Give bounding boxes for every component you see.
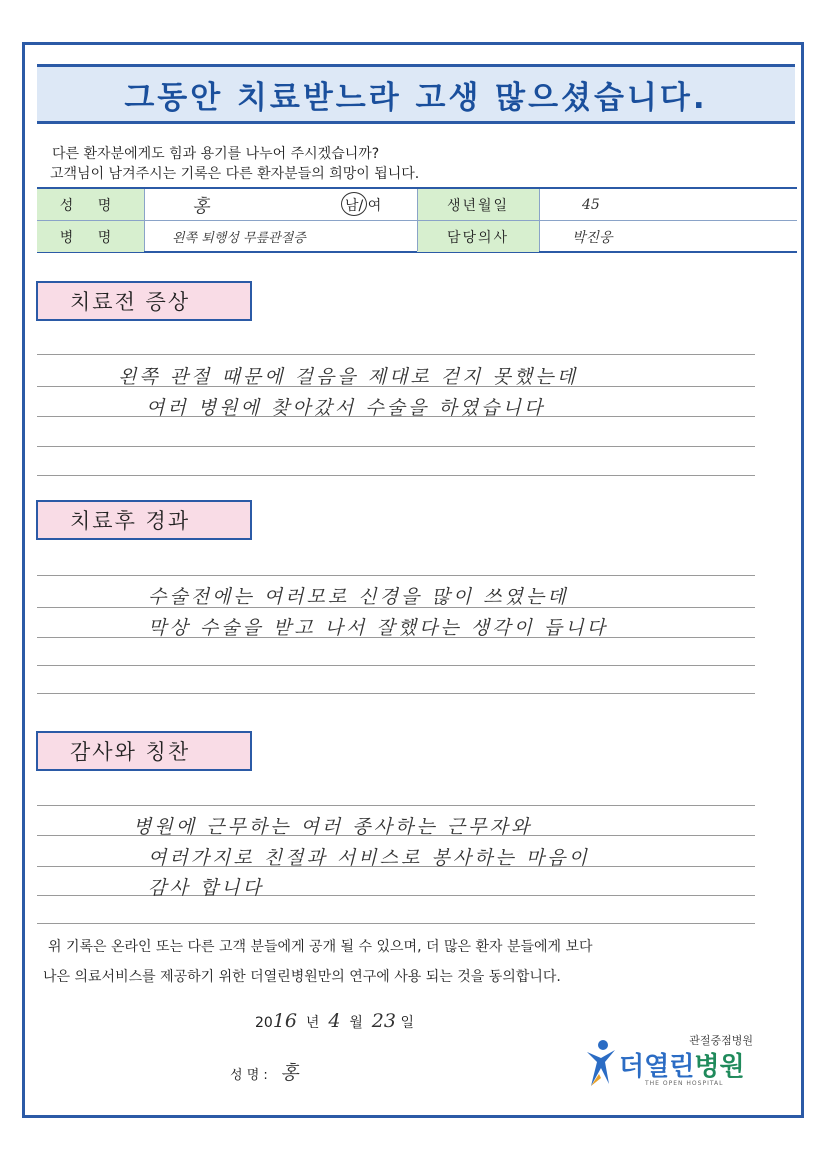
logo-name-a: 더열린 xyxy=(619,1052,695,1082)
table-divider xyxy=(417,189,418,251)
gender-field xyxy=(345,189,381,220)
figure-icon xyxy=(585,1038,619,1090)
date-day: 23 xyxy=(371,1010,396,1032)
after-text-line-1: 수술전에는 여러모로 신경을 많이 쓰였는데 xyxy=(148,586,569,608)
name-label: 성 명 xyxy=(37,189,144,220)
consent-line-1: 위 기록은 온라인 또는 다른 고객 분들에게 공개 될 수 있으며, 더 많은 환자 분들에게 보다 xyxy=(48,939,593,955)
doctor-label: 담당의사 xyxy=(417,221,539,252)
logo-name-b: 병원 xyxy=(694,1052,745,1082)
gender-text: 남/ 여 xyxy=(345,197,382,214)
signature-field xyxy=(230,1058,299,1085)
title-band xyxy=(37,64,795,124)
date-year-prefix: 20 xyxy=(255,1015,273,1031)
disease-value: 왼쪽 퇴행성 무릎관절증 xyxy=(172,231,306,246)
signature-label: 성 명 : xyxy=(230,1068,268,1083)
before-text-line-1: 왼쪽 관절 때문에 걸음을 제대로 걷지 못했는데 xyxy=(118,366,578,388)
birth-value: 45 xyxy=(582,196,600,213)
date-year-hand: 16 xyxy=(272,1010,298,1032)
ruled-line xyxy=(37,354,755,355)
name-value: 홍 xyxy=(192,195,210,217)
disease-label: 병 명 xyxy=(37,221,144,252)
ruled-line xyxy=(37,923,755,924)
ruled-line xyxy=(37,575,755,576)
thanks-text-line-3: 감사 합니다 xyxy=(148,877,264,899)
section-heading-thanks: 감사와 칭찬 xyxy=(36,731,252,771)
date-year-label: 년 xyxy=(305,1015,320,1031)
ruled-line xyxy=(37,475,755,476)
date-day-label: 일 xyxy=(400,1015,414,1031)
logo-subtitle: 관절중점병원 xyxy=(689,1034,753,1047)
section-heading-before: 치료전 증상 xyxy=(36,281,252,321)
before-text-line-2: 여러 병원에 찾아갔서 수술을 하였습니다 xyxy=(146,397,546,419)
date-month-label: 월 xyxy=(349,1015,363,1031)
table-divider xyxy=(539,189,540,251)
section-heading-after: 치료후 경과 xyxy=(36,500,252,540)
intro-line-2: 고객님이 남겨주시는 기록은 다른 환자분들의 희망이 됩니다. xyxy=(50,166,420,182)
signature-value: 홍 xyxy=(280,1062,299,1084)
after-text-line-2: 막상 수술을 받고 나서 잘했다는 생각이 듭니다 xyxy=(148,617,608,639)
thanks-text-line-2: 여러가지로 친절과 서비스로 봉사하는 마음이 xyxy=(148,847,590,869)
thanks-text-line-1: 병원에 근무하는 여러 종사하는 근무자와 xyxy=(133,816,533,838)
consent-line-2: 나은 의료서비스를 제공하기 위한 더열린병원만의 연구에 사용 되는 것을 동의합니다. xyxy=(43,969,561,985)
logo-english: THE OPEN HOSPITAL xyxy=(645,1080,724,1087)
consent-text xyxy=(43,932,593,992)
table-divider xyxy=(144,189,145,251)
ruled-line xyxy=(37,665,755,666)
ruled-line xyxy=(37,895,755,896)
gender-circle-icon xyxy=(341,192,367,216)
ruled-line xyxy=(37,446,755,447)
doctor-value: 박진웅 xyxy=(572,229,613,246)
intro-text xyxy=(52,144,419,184)
patient-info-table xyxy=(37,187,797,253)
ruled-line xyxy=(37,693,755,694)
date-field xyxy=(255,1010,414,1032)
birth-label: 생년월일 xyxy=(417,189,539,220)
hospital-logo xyxy=(585,1032,765,1092)
date-month: 4 xyxy=(328,1010,341,1032)
logo-name xyxy=(619,1046,745,1083)
page-title: 그동안 치료받느라 고생 많으셨습니다. xyxy=(124,79,708,116)
ruled-line xyxy=(37,805,755,806)
intro-line-1: 다른 환자분에게도 힘과 용기를 나누어 주시겠습니까? xyxy=(52,146,380,162)
